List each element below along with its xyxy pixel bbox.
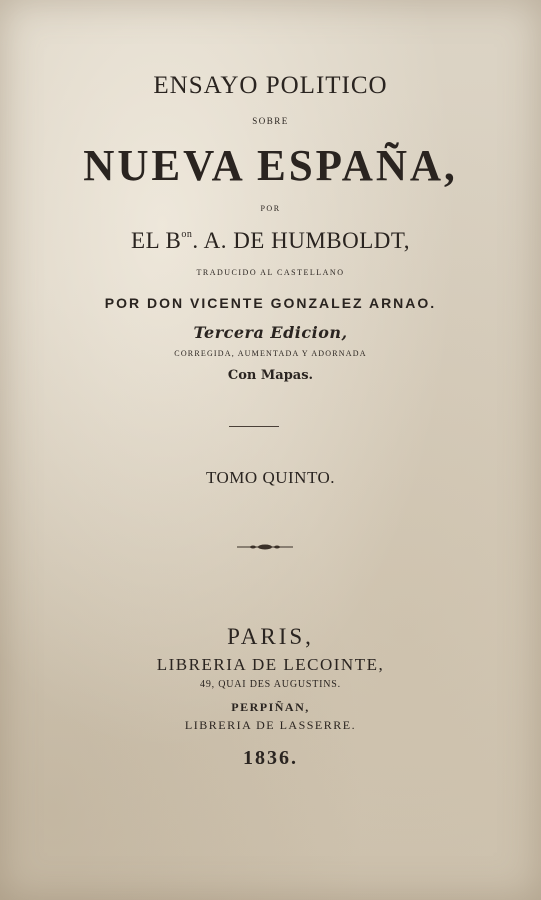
ornament-flourish-icon: [235, 539, 295, 555]
main-title: NUEVA ESPAÑA,: [83, 141, 458, 190]
imprint-city: PARIS,: [227, 624, 314, 649]
title-line-1: ENSAYO POLITICO: [153, 72, 388, 99]
author-prefix: EL B: [131, 228, 182, 253]
edition-notes: CORREGIDA, AUMENTADA Y ADORNADA: [174, 349, 367, 358]
por-text: POR: [260, 204, 281, 213]
volume-label: TOMO QUINTO.: [205, 468, 336, 487]
translator-line: POR DON VICENTE GONZALEZ ARNAO.: [104, 295, 437, 311]
edition-line: Tercera Edicion,: [193, 323, 348, 342]
author-superscript: on: [181, 229, 193, 240]
author-name: . A. DE HUMBOLDT,: [192, 228, 410, 253]
imprint-city-2: PERPIÑAN,: [231, 700, 310, 714]
imprint-address: 49, QUAI DES AUGUSTINS.: [200, 679, 341, 690]
imprint-publisher-2: LIBRERIA DE LASSERRE.: [184, 718, 357, 732]
maps-note: Con Mapas.: [227, 368, 314, 383]
author-line: [0, 228, 541, 254]
imprint-publisher-1: LIBRERIA DE LECOINTE,: [156, 655, 385, 674]
rule-line-icon: [229, 426, 279, 427]
imprint-year: 1836.: [243, 747, 298, 769]
translated-note: TRADUCIDO AL CASTELLANO: [196, 268, 345, 277]
sobre-text: SOBRE: [252, 116, 289, 126]
